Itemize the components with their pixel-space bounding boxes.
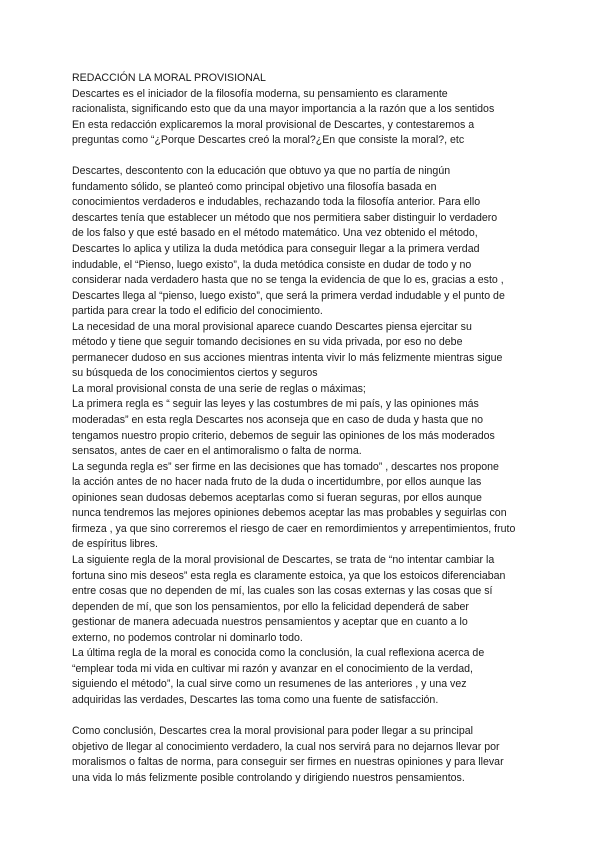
text-line: preguntas como “¿Porque Descartes creó la moral?¿En que consiste la moral?, etc bbox=[72, 134, 465, 147]
text-line: La siguiente regla de la moral provisional de Descartes, se trata de “no intentar cambiar la bbox=[72, 553, 495, 566]
text-line: Descartes llega al “pienso, luego existo”, que será la primera verdad indudable y el punto de bbox=[72, 289, 505, 302]
text-line: su búsqueda de los conocimientos ciertos y seguros bbox=[72, 367, 318, 380]
text-line: dependen de mí, que son los pensamientos, por ello la felicidad dependerá de saber bbox=[72, 600, 469, 613]
text-line: fortuna sino mis deseos” esta regla es claramente estoica, ya que los estoicos diferenciaban bbox=[72, 569, 506, 582]
document-title: REDACCIÓN LA MORAL PROVISIONAL bbox=[72, 72, 266, 84]
text-line: moderadas” en esta regla Descartes nos aconseja que en caso de duda y hasta que no bbox=[72, 414, 484, 427]
text-line: La segunda regla es” ser firme en las decisiones que has tomado” , descartes nos propone bbox=[72, 460, 499, 473]
document-page bbox=[72, 71, 534, 786]
text-line: conocimientos verdaderos e indudables, rechazando toda la filosofía anterior. Para ello bbox=[72, 196, 481, 209]
paragraph-gap bbox=[72, 149, 534, 165]
text-line: de espíritus libres. bbox=[72, 538, 158, 551]
conclusion-paragraph bbox=[72, 724, 534, 786]
text-line: considerar nada verdadero hasta que no se tenga la evidencia de que lo es, gracias a esto , bbox=[72, 274, 504, 287]
text-line: descartes tenía que establecer un método que nos permitiera saber distinguir lo verdadero bbox=[72, 211, 498, 224]
text-line: fundamento sólido, se planteó como principal objetivo una filosofía basada en bbox=[72, 180, 437, 193]
text-line: firmeza , ya que sino correremos el riesgo de caer en remordimientos y arrepentimientos, fruto bbox=[72, 522, 516, 535]
intro-paragraph bbox=[72, 87, 534, 149]
text-line: tengamos nuestro propio criterio, debemos de seguir las opiniones de los más moderados bbox=[72, 429, 495, 442]
text-line: método y tiene que seguir tomando decisiones en su vida privada, por eso no debe bbox=[72, 336, 463, 349]
text-line: La moral provisional consta de una serie de reglas o máximas; bbox=[72, 382, 366, 395]
text-line: de los falso y que esté basado en el método matemático. Una vez obtenido el método, bbox=[72, 227, 478, 240]
text-line: Descartes es el iniciador de la filosofía moderna, su pensamiento es claramente bbox=[72, 87, 448, 100]
text-line: adquiridas las verdades, Descartes las toma como una fuente de satisfacción. bbox=[72, 693, 439, 706]
text-line: nunca tendremos las mejores opiniones debemos aceptar las mas probables y seguirlas con bbox=[72, 507, 507, 520]
text-line: La primera regla es “ seguir las leyes y las costumbres de mi país, y las opiniones más bbox=[72, 398, 479, 411]
text-line: permanecer dudoso en sus acciones mientras intenta vivir lo más felizmente mientras sigue bbox=[72, 351, 503, 364]
text-line: sensatos, antes de caer en el antimoralismo o falta de norma. bbox=[72, 445, 362, 458]
text-line: En esta redacción explicaremos la moral provisional de Descartes, y contestaremos a bbox=[72, 118, 475, 131]
paragraph-gap bbox=[72, 708, 534, 724]
body-section bbox=[72, 164, 534, 708]
text-line: Como conclusión, Descartes crea la moral provisional para poder llegar a su principal bbox=[72, 724, 473, 737]
text-line: la acción antes de no hacer nada fruto de la duda o incertidumbre, por ellos aunque las bbox=[72, 476, 482, 489]
text-line: externo, no podemos controlar ni dominarlo todo. bbox=[72, 631, 303, 644]
text-line: racionalista, significando esto que da una mayor importancia a la razón que a los sentidos bbox=[72, 103, 495, 116]
text-line: Descartes lo aplica y utiliza la duda metódica para conseguir llegar a la primera verdad bbox=[72, 243, 480, 256]
text-line: siguiendo el método”, la cual sirve como un resumenes de las anteriores , y una vez bbox=[72, 678, 467, 691]
text-line: La última regla de la moral es conocida como la conclusión, la cual reflexiona acerca de bbox=[72, 647, 485, 660]
text-line: indudable, el “Pienso, luego existo”, la duda metódica consiste en dudar de todo y no bbox=[72, 258, 472, 271]
text-line: entre cosas que no dependen de mí, las cuales son las cosas externas y las cosas que sí bbox=[72, 585, 493, 598]
text-line: “emplear toda mi vida en cultivar mi razón y avanzar en el conocimiento de la verdad, bbox=[72, 662, 473, 675]
text-line: partida para crear la todo el edificio del conocimiento. bbox=[72, 305, 323, 318]
text-line: gestionar de manera adecuada nuestros pensamientos y aceptar que en cuanto a lo bbox=[72, 616, 468, 629]
text-line: una vida lo más felizmente posible controlando y dirigiendo nuestros pensamientos. bbox=[72, 771, 465, 784]
text-line: Descartes, descontento con la educación que obtuvo ya que no partía de ningún bbox=[72, 165, 451, 178]
text-line: objetivo de llegar al conocimiento verdadero, la cual nos servirá para no dejarnos llevar por bbox=[72, 740, 500, 753]
text-line: La necesidad de una moral provisional aparece cuando Descartes piensa ejercitar su bbox=[72, 320, 472, 333]
text-line: moralismos o faltas de norma, para conseguir ser firmes en nuestras opiniones y para llevar bbox=[72, 756, 504, 769]
text-line: opiniones sean dudosas debemos aceptarlas como si fueran seguras, por ellos aunque bbox=[72, 491, 482, 504]
